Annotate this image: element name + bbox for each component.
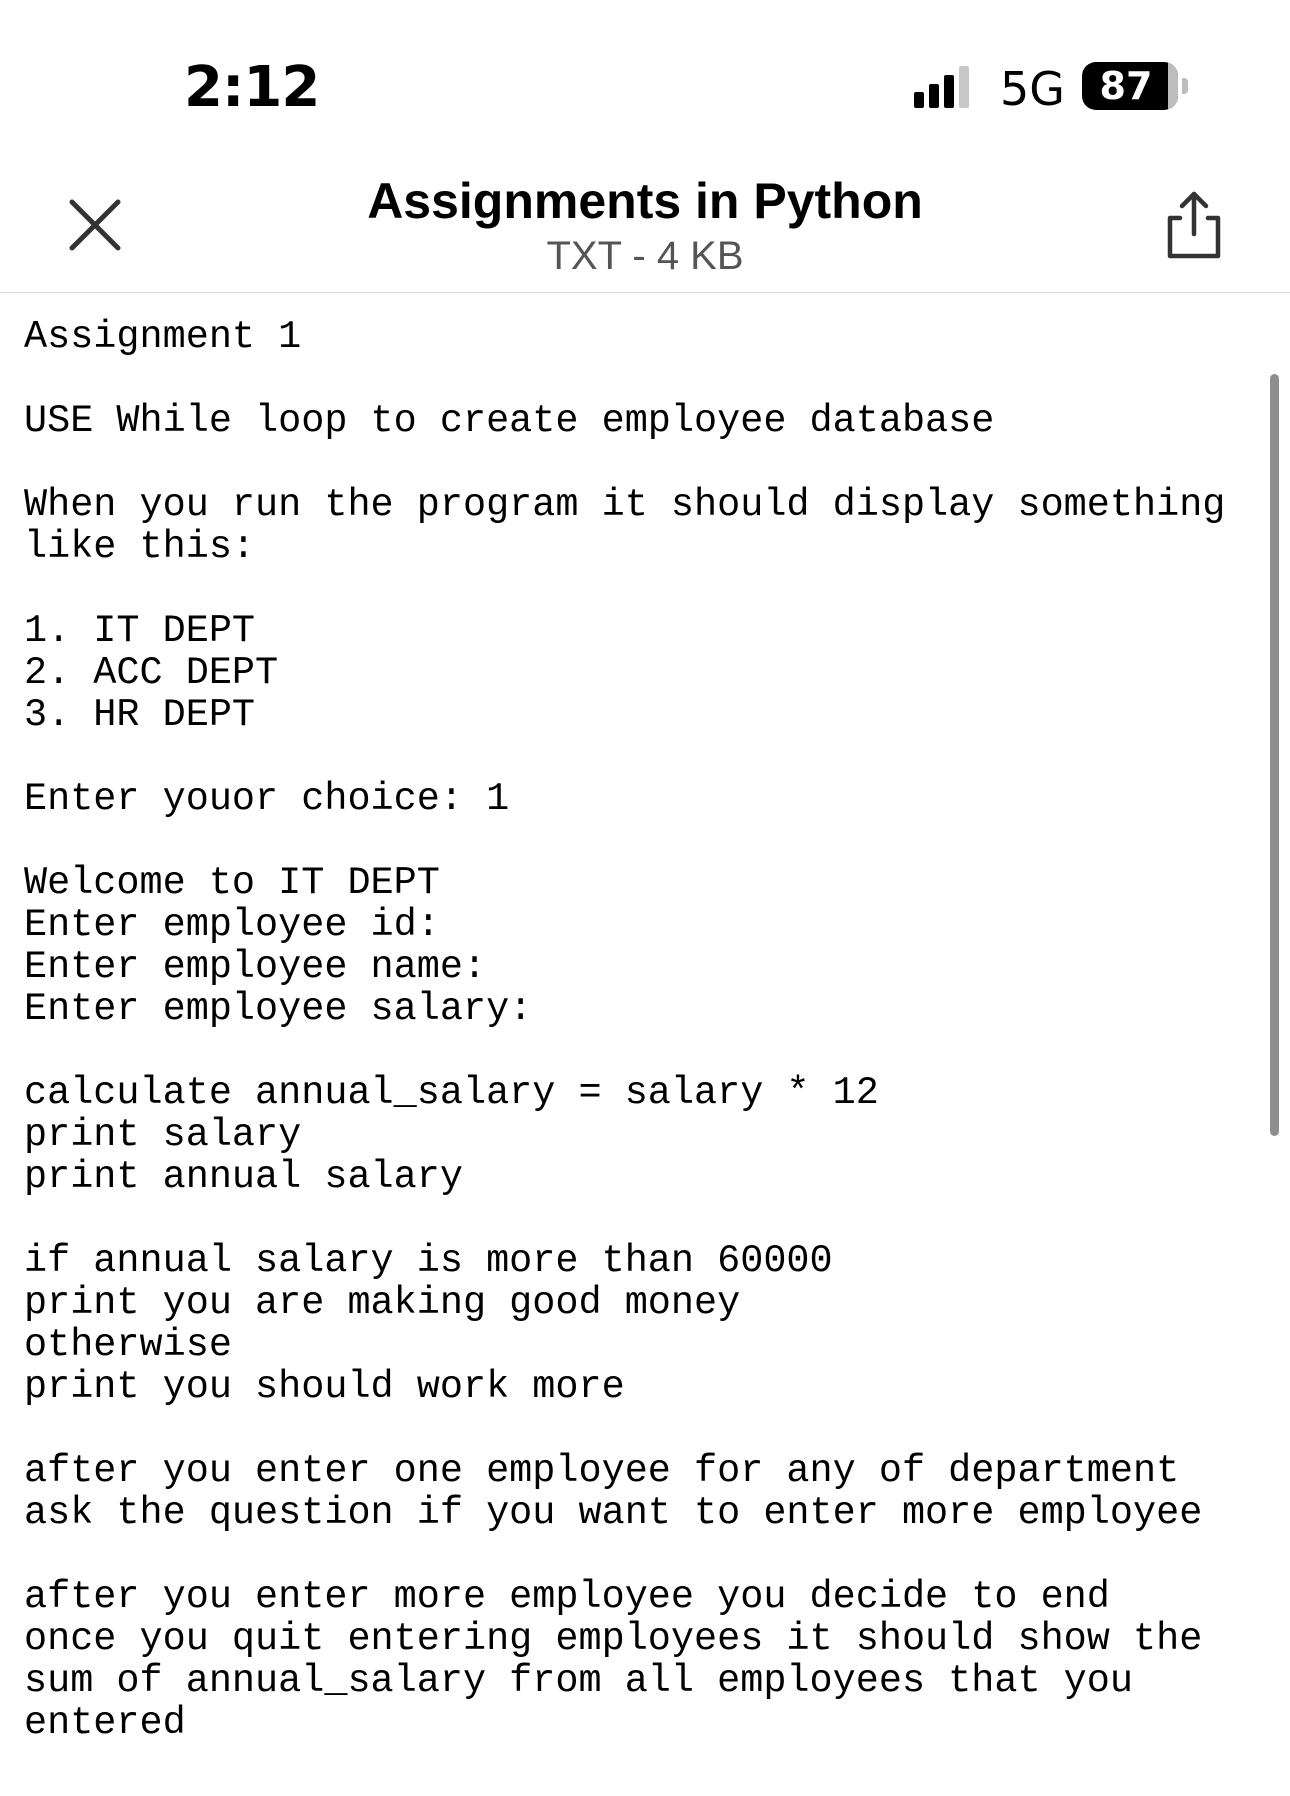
status-bar [0, 0, 1290, 150]
network-type: 5G [1000, 62, 1065, 116]
battery-indicator [1082, 62, 1178, 110]
battery-nub [1182, 78, 1188, 94]
battery-level: 87 [1099, 64, 1153, 108]
document-text: Assignment 1 USE While loop to create employee database When you run the program it should display something like this: 1. IT DEPT 2. ACC DEPT 3. HR DEPT Enter youor choice: 1 Welcome to IT DEPT Enter employee id: Enter employee name: Enter employee salary: calculate annual_salary = salary * 12 print salary print annual salary if annual salary is more than 60000 print you are making good money otherwise print you should work more after you enter one employee for any of department ask the question if you want to enter more employee after you enter more employee you decide to end once you quit entering employees it should show the sum of annual_salary from all employees that you entered [24, 315, 1226, 1745]
status-time: 2:12 [184, 55, 320, 120]
share-icon[interactable] [1156, 188, 1232, 264]
document-header [0, 150, 1290, 293]
signal-icon [914, 66, 970, 108]
document-title: Assignments in Python [367, 173, 923, 229]
scrollbar[interactable] [1270, 374, 1279, 1136]
document-meta: TXT - 4 KB [546, 234, 744, 278]
